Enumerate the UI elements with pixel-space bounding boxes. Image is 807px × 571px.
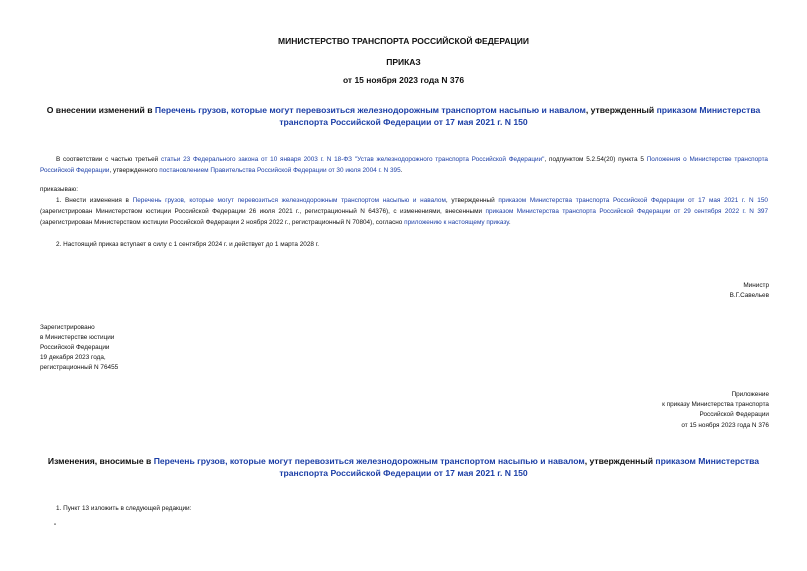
registration-block [40, 323, 118, 373]
registration-line-4: 19 декабря 2023 года, [40, 354, 106, 361]
signature-name: В.Г.Савельев [729, 292, 769, 299]
appendix-line-3: Российской Федерации [699, 411, 769, 419]
item1-text-2: , утвержденный [445, 197, 499, 204]
changes-title [38, 455, 769, 479]
changes-title-prefix: Изменения, вносимые в [47, 456, 154, 466]
title-link-order[interactable]: приказом Министерства транспорта Российской Федерации от 17 мая 2021 г. N 150 [279, 105, 761, 127]
order-word: приказываю: [40, 186, 78, 193]
order-title [30, 104, 777, 128]
title-link-list[interactable]: Перечень грузов, которые могут перевозиться железнодорожным транспортом насыпью и навалом [154, 105, 586, 115]
signature-block [730, 281, 769, 301]
item-1-paragraph [40, 195, 768, 228]
preamble-link-law[interactable]: статьи 23 Федерального закона от 10 января 2003 г. N 18-ФЗ "Устав железнодорожного транспорта Российской Федерации" [161, 156, 545, 163]
item1-text-1: 1. Внести изменения в [56, 197, 133, 204]
signature-position: Министр [743, 282, 769, 289]
doc-type-heading: ПРИКАЗ [386, 57, 421, 67]
changes-title-link-list[interactable]: Перечень грузов, которые могут перевозиться железнодорожным транспортом насыпью и навалом [153, 456, 585, 466]
item1-link-order-397[interactable]: приказом Министерства транспорта Российской Федерации от 29 сентября 2022 г. N 397 [485, 208, 768, 215]
preamble-paragraph [40, 154, 768, 176]
preamble-link-regulation[interactable]: Положения о Министерстве транспорта Российской Федерации [40, 156, 768, 174]
item-2-paragraph: 2. Настоящий приказ вступает в силу с 1 сентября 2024 г. и действует до 1 марта 2028 г. [56, 241, 320, 248]
appendix-line-4: от 15 ноября 2023 года N 376 [681, 421, 769, 429]
change-item-1: 1. Пункт 13 изложить в следующей редакции: [56, 505, 192, 512]
item1-text-5: . [508, 219, 511, 226]
date-number-heading: от 15 ноября 2023 года N 376 [342, 75, 465, 85]
changes-title-middle: , утвержденный [584, 456, 656, 466]
registration-line-3: Российской Федерации [40, 344, 110, 351]
ministry-heading: МИНИСТЕРСТВО ТРАНСПОРТА РОССИЙСКОЙ ФЕДЕРАЦИИ [278, 36, 529, 46]
preamble-text-4: . [400, 167, 403, 174]
registration-line-2: в Министерстве юстиции [40, 334, 115, 341]
preamble-text-3: , утвержденного [109, 167, 160, 174]
appendix-line-2: к приказу Министерства транспорта [662, 401, 769, 409]
appendix-block [662, 390, 769, 431]
item1-link-order-150[interactable]: приказом Министерства транспорта Российской Федерации от 17 мая 2021 г. N 150 [498, 197, 768, 204]
appendix-line-1: Приложение [731, 391, 769, 398]
item1-text-4: (зарегистрирован Министерством юстиции Российской Федерации 2 ноября 2022 г., регистрационный N 70804), согласно [40, 219, 405, 226]
registration-line-5: регистрационный N 76455 [40, 364, 119, 371]
opening-quote: " [54, 523, 57, 530]
item1-link-appendix[interactable]: приложению к настоящему приказу [404, 219, 509, 226]
item1-text-3: (зарегистрирован Министерством юстиции Российской Федерации 26 июля 2021 г., регистрационный N 64376), с изменениями, внесенными [40, 208, 486, 215]
changes-title-link-order[interactable]: приказом Министерства транспорта Российской Федерации от 17 мая 2021 г. N 150 [279, 456, 760, 478]
registration-line-1: Зарегистрировано [40, 324, 95, 331]
preamble-text-2: , подпунктом 5.2.54(20) пункта 5 [544, 156, 647, 163]
item1-link-list[interactable]: Перечень грузов, которые могут перевозиться железнодорожным транспортом насыпью и навалом [132, 197, 446, 204]
preamble-text-1: В соответствии с частью третьей [56, 156, 161, 163]
preamble-link-resolution[interactable]: постановлением Правительства Российской Федерации от 30 июля 2004 г. N 395 [159, 167, 401, 174]
title-middle: , утвержденный [585, 105, 657, 115]
title-prefix: О внесении изменений в [46, 105, 155, 115]
